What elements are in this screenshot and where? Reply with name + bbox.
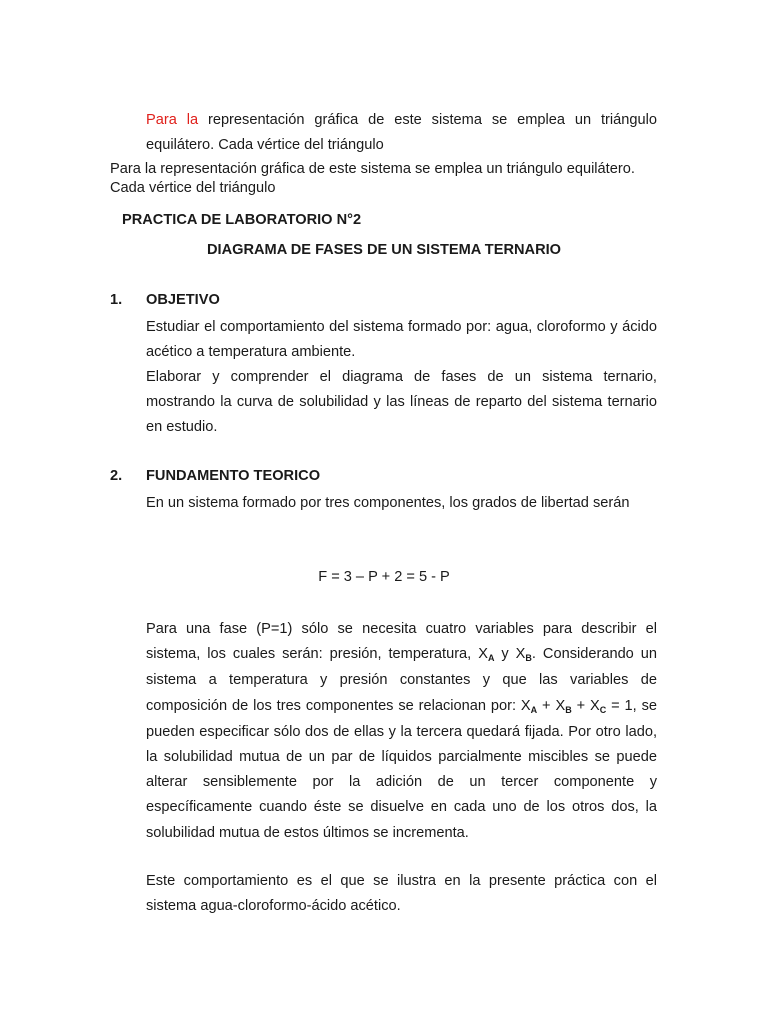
intro-text: representación gráfica de este sistema se emplea un triángulo equilátero. Cada vértice del triángulo	[146, 112, 657, 153]
section-2-number: 2.	[110, 468, 123, 484]
section-1-heading: OBJETIVO	[146, 292, 220, 308]
document-title: PRACTICA DE LABORATORIO N°2	[122, 212, 362, 228]
highlighted-text: Para la	[146, 112, 199, 128]
theory-text-c: . Considerando un sistema a temperatura y presión constantes y que las variables de composición de los tres componentes se relacionan por: X	[146, 646, 657, 714]
intro-paragraph-plain: Para la representación gráfica de este sistema se emplea un triángulo equilátero. Cada vértice del triángulo	[110, 161, 635, 196]
objective-paragraph-1: Estudiar el comportamiento del sistema formado por: agua, cloroformo y ácido acético a temperatura ambiente.	[146, 319, 657, 361]
subscript-b: B	[525, 653, 532, 664]
theory-paragraph-2	[146, 617, 657, 846]
document-subtitle: DIAGRAMA DE FASES DE UN SISTEMA TERNARIO	[206, 242, 562, 258]
theory-paragraph-1: En un sistema formado por tres componentes, los grados de libertad serán	[146, 495, 630, 511]
subscript-a: A	[487, 653, 495, 664]
section-1-number: 1.	[110, 292, 123, 308]
intro-paragraph-highlighted	[146, 108, 657, 158]
theory-text-d: + X	[537, 697, 566, 714]
phase-rule-formula: F = 3 – P + 2 = 5 - P	[318, 569, 450, 585]
theory-text-a: Para una fase (P=1) sólo se necesita cuatro variables para describir el sistema, los cuales serán: presión, temperatura, X	[146, 621, 657, 663]
objective-paragraph-2: Elaborar y comprender el diagrama de fases de un sistema ternario, mostrando la curva de solubilidad y las líneas de reparto del sistema ternario en estudio.	[146, 369, 657, 436]
theory-text-b: y X	[494, 646, 526, 663]
theory-paragraph-3: Este comportamiento es el que se ilustra en la presente práctica con el sistema agua-cloroformo-ácido acético.	[146, 873, 657, 915]
subscript-b-2: B	[565, 704, 572, 715]
subscript-c: C	[599, 704, 607, 715]
section-2-heading: FUNDAMENTO TEORICO	[146, 468, 321, 484]
theory-text-f: = 1, se pueden especificar sólo dos de ellas y la tercera quedará fijada. Por otro lado, la solubilidad mutua de un par de líquidos parcialmente miscibles se puede alterar sensiblemente por la adición de un tercer componente y específicamente cuando éste se disuelve en cada uno de los otros dos, la solubilidad mutua de estos últimos se incrementa.	[146, 697, 657, 841]
subscript-a-2: A	[530, 704, 538, 715]
theory-text-e: + X	[571, 697, 600, 714]
